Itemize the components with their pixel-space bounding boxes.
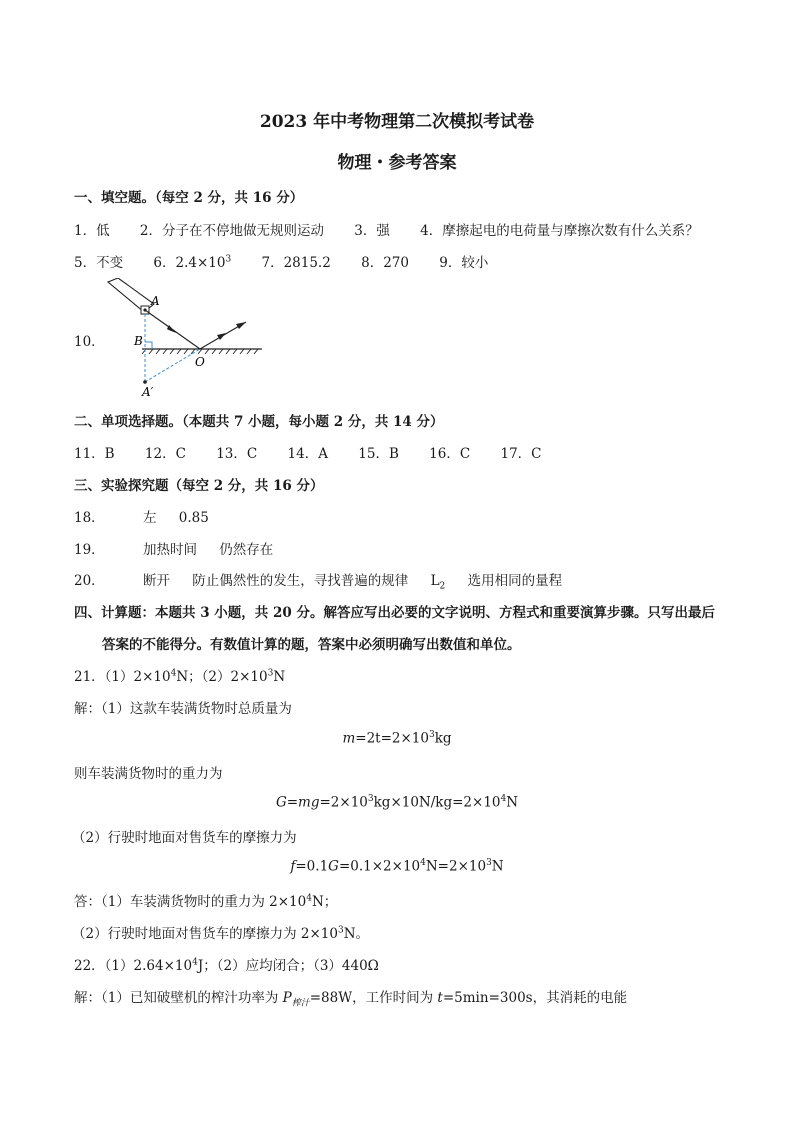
q18-answer-b: 0.85 (178, 510, 209, 526)
q21-equation-mass: $m=2t=2\times 10^3kg$ (342, 730, 452, 747)
answer-15: 15．B (358, 446, 399, 462)
answer-19-row (74, 538, 273, 558)
question-10-number: 10． (74, 334, 105, 350)
right-angle-mark (145, 342, 152, 349)
q20-answer-d: 选用相同的量程 (467, 573, 563, 589)
q20-answer-a: 断开 (142, 573, 170, 589)
answer-2: 2．分子在不停地做无规则运动 (139, 223, 324, 239)
answer-13: 13．C (216, 446, 258, 462)
answer-8: 8．270 (361, 255, 409, 271)
answer-6: 6．$2.4\times 10^3$ (153, 254, 232, 271)
q21-equation-gravity: $G=mg=2\times 10^3kg\times 10N/kg=2\times 10^4N$ (275, 794, 519, 811)
q22-solution-line-1: 解：（1）已知破壁机的榨汁功率为 $P_{榨汁}=88W$，工作时间为 t=5min=300s，其消耗的电能 (74, 990, 628, 1009)
answer-9: 9．较小 (439, 255, 489, 271)
q19-answer-a: 加热时间 (142, 542, 197, 558)
section1-heading: 一、填空题。（每空 2 分，共 16 分） (74, 190, 304, 206)
q21-solution-line-3: （2）行驶时地面对售货车的摩擦力为 (72, 830, 297, 846)
q21-solution-line-1: 解：（1）这款车装满货物时总质量为 (74, 701, 292, 717)
reflection-diagram (96, 278, 276, 398)
section4-heading (74, 601, 715, 621)
answer-20-row (74, 569, 562, 592)
answer-4: 4．摩擦起电的电荷量与摩擦次数有什么关系？ (420, 223, 699, 239)
q20-answer-b: 防止偶然性的发生，寻找普遍的规律 (192, 573, 409, 589)
virtual-ray-dashed-line (145, 349, 200, 382)
answer-5: 5．不变 (74, 255, 124, 271)
section4-heading-text-2: 答案的不能得分。有数值计算的题，答案中必须明确写出数值和单位。 (102, 637, 521, 653)
answer-3: 3．强 (354, 223, 390, 239)
answer-11: 11．B (74, 446, 115, 462)
section4-heading-title: 四、计算题 (74, 605, 142, 621)
page-title: 2023 年中考物理第二次模拟考试卷 (259, 112, 535, 132)
answer-1: 1．低 (74, 223, 110, 239)
label-a-prime: A′ (142, 385, 154, 398)
point-a-prime-marker (143, 380, 147, 384)
section4-heading-text-1: ：本题共 3 小题，共 20 分。解答应写出必要的文字说明、方程式和重要演算步骤。只写出最后 (141, 605, 715, 621)
q20-number: 20． (74, 573, 105, 589)
answers-row-1 (74, 219, 699, 239)
label-b: B (134, 334, 143, 348)
answer-16: 16．C (429, 446, 471, 462)
section2-heading: 二、单项选择题。（本题共 7 小题，每小题 2 分，共 14 分） (74, 414, 444, 430)
page-subtitle: 物理・参考答案 (337, 153, 457, 173)
answer-14: 14．A (287, 446, 328, 462)
q19-answer-b: 仍然存在 (219, 542, 274, 558)
q18-answer-a: 左 (142, 510, 157, 526)
q22-answer: 22．$(1)2.64\times 10^4J$；（2）应均闭合；（3）440Ω (74, 957, 379, 974)
q21-solution-line-2: 则车装满货物时的重力为 (74, 766, 223, 782)
label-a: A (151, 294, 160, 308)
section3-heading: 三、实验探究题（每空 2 分，共 16 分） (74, 478, 324, 494)
answer-12: 12．C (144, 446, 186, 462)
answer-17: 17．C (500, 446, 542, 462)
answers-row-2 (74, 251, 488, 271)
q19-number: 19． (74, 542, 105, 558)
answers-row-mc (74, 442, 542, 462)
mirror-hatching (142, 349, 258, 354)
q21-final-answer-2: （2）行驶时地面对售货车的摩擦力为 $2\times 10^3N$。 (72, 925, 370, 942)
answer-18-row (74, 506, 209, 526)
answer-7: 7．2815.2 (261, 255, 331, 271)
q20-answer-c: $L_2$ (430, 573, 446, 592)
q21-answer: 21．$(1)2\times 10^4N$；$(2)2\times 10^3N$ (74, 668, 286, 685)
label-o: O (195, 355, 205, 369)
q21-final-answer-1: 答：（1）车装满货物时的重力为 $2\times 10^4N$； (74, 893, 338, 910)
q21-equation-friction: $f=0.1G=0.1\times 2\times 10^4N=2\times 10^3N$ (290, 858, 504, 875)
q18-number: 18． (74, 510, 105, 526)
